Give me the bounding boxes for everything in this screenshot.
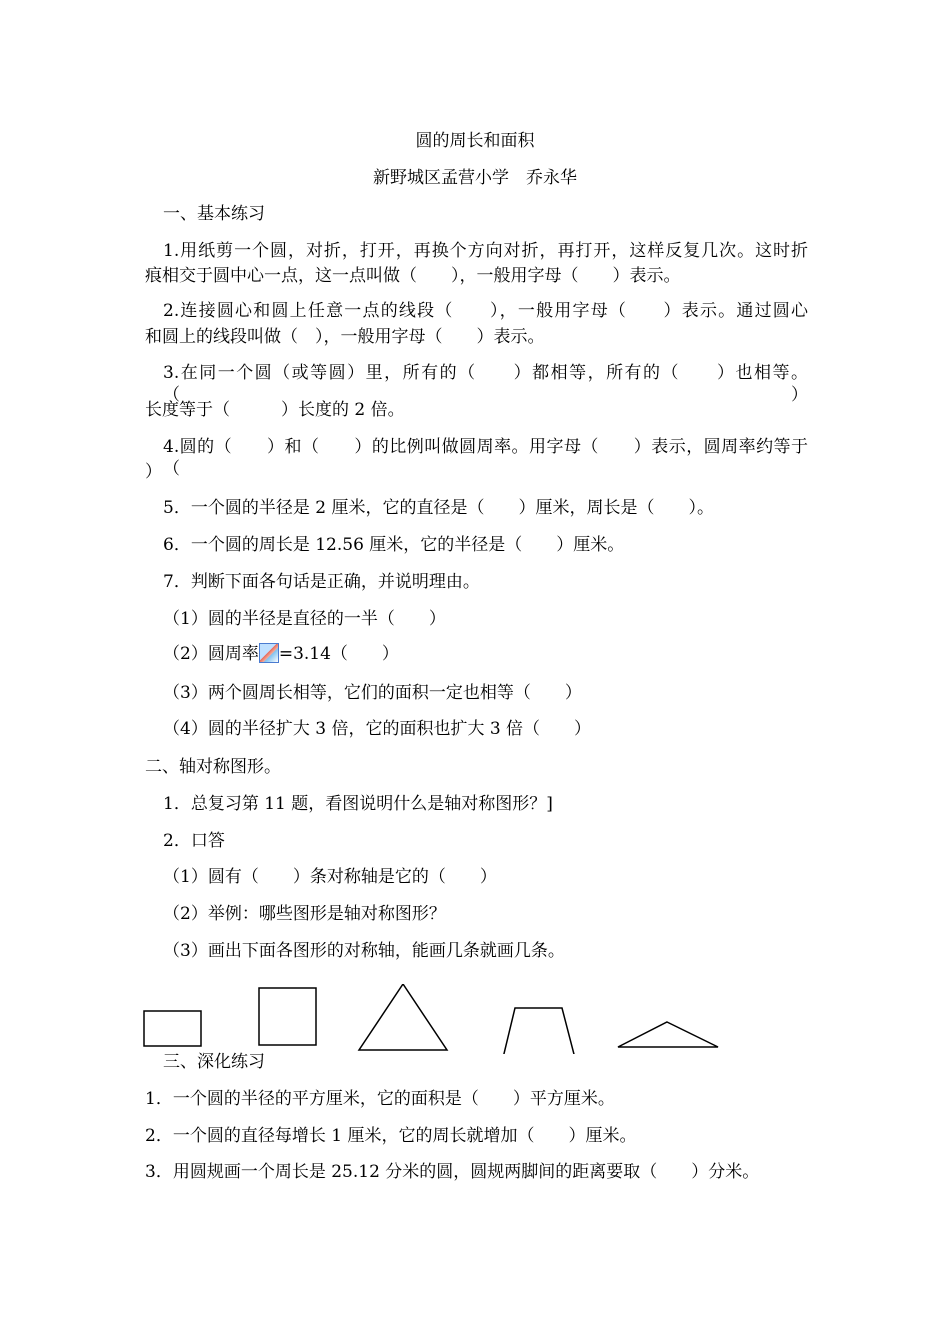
symmetry-answer-3: （3）画出下面各图形的对称轴，能画几条就画几条。 [163, 941, 565, 961]
question-5: 5．一个圆的半径是 2 厘米，它的直径是（ ）厘米，周长是（ ）。 [163, 498, 714, 518]
triangle-shape [359, 984, 447, 1050]
author-line: 新野城区孟营小学 乔永华 [373, 168, 577, 188]
question-1-line-2: 痕相交于圆中心一点，这一点叫做（ ），一般用字母（ ）表示。 [145, 266, 681, 286]
question-4-line-2: ） [145, 462, 162, 482]
judgement-4: （4）圆的半径扩大 3 倍，它的面积也扩大 3 倍（ ） [163, 719, 592, 739]
question-7: 7．判断下面各句话是正确，并说明理由。 [163, 572, 480, 592]
page-title: 圆的周长和面积 [415, 131, 535, 151]
obtuse-triangle-shape [618, 1022, 718, 1047]
rectangle-shape [144, 1011, 201, 1046]
symmetry-answer-2: （2）举例：哪些图形是轴对称图形？ [163, 904, 446, 924]
judgement-2-prefix: （2）圆周率 [163, 644, 259, 664]
pi-symbol-icon [259, 643, 279, 663]
judgement-2 [163, 643, 399, 665]
judgement-3: （3）两个圆周长相等，它们的面积一定也相等（ ） [163, 683, 582, 703]
question-4-line-1: 4.圆的（ ）和（ ）的比例叫做圆周率。用字母（ ）表示，圆周率约等于（ [163, 437, 808, 479]
question-2-line-1: 2.连接圆心和圆上任意一点的线段（ ），一般用字母（ ）表示。通过圆心 [163, 301, 808, 321]
question-1-line-1: 1.用纸剪一个圆，对折，打开，再换个方向对折，再打开，这样反复几次。这时折 [163, 241, 808, 261]
section-heading-advanced: 三、深化练习 [163, 1052, 265, 1072]
square-shape [259, 988, 316, 1045]
question-2-line-2: 和圆上的线段叫做（ ），一般用字母（ ）表示。 [145, 327, 545, 347]
advanced-question-3: 3．用圆规画一个周长是 25.12 分米的圆，圆规两脚间的距离要取（ ）分米。 [145, 1162, 760, 1182]
question-3-line-1: 3.在同一个圆（或等圆）里，所有的（ ）都相等，所有的（ ）也相等。（ ） [163, 363, 808, 405]
symmetry-question-1: 1．总复习第 11 题，看图说明什么是轴对称图形？] [163, 794, 553, 814]
symmetry-answer-1: （1）圆有（ ）条对称轴是它的（ ） [163, 867, 497, 887]
judgement-1: （1）圆的半径是直径的一半（ ） [163, 609, 446, 629]
trapezoid-shape [502, 1008, 576, 1054]
judgement-2-suffix: =3.14（ ） [278, 644, 399, 664]
advanced-question-1: 1．一个圆的半径的平方厘米，它的面积是（ ）平方厘米。 [145, 1089, 615, 1109]
section-heading-symmetry: 二、轴对称图形。 [145, 757, 281, 777]
shape-figures [140, 984, 740, 1054]
symmetry-question-2: 2．口答 [163, 831, 225, 851]
question-6: 6．一个圆的周长是 12.56 厘米，它的半径是（ ）厘米。 [163, 535, 625, 555]
question-3-line-2: 长度等于（ ）长度的 2 倍。 [145, 400, 405, 420]
section-heading-basic: 一、基本练习 [163, 204, 265, 224]
advanced-question-2: 2．一个圆的直径每增长 1 厘米，它的周长就增加（ ）厘米。 [145, 1126, 637, 1146]
